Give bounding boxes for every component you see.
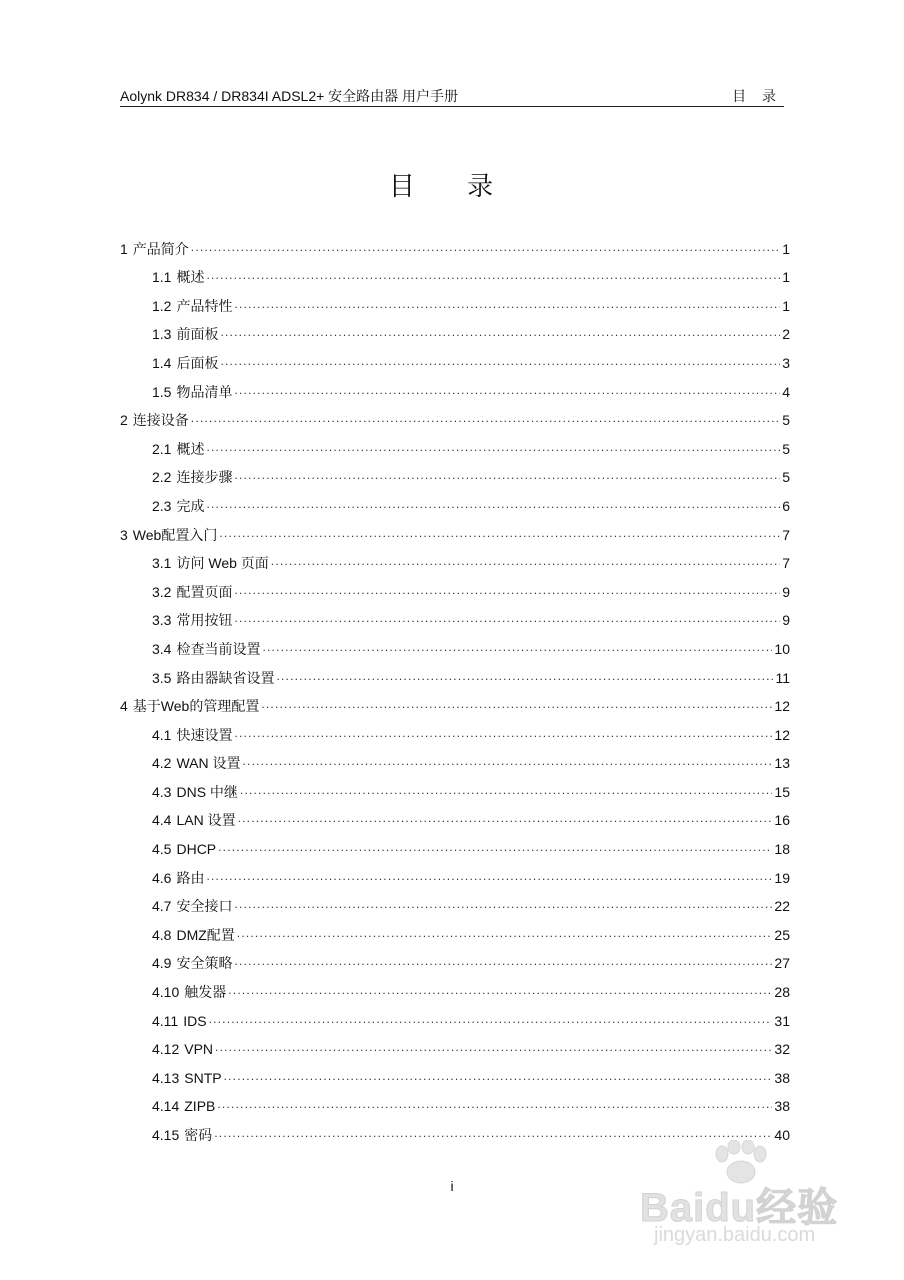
toc-entry-number: 1.5 — [152, 383, 172, 400]
toc-entry-number: 4.1 — [152, 726, 172, 743]
toc-entry-number: 1.4 — [152, 354, 172, 371]
toc-entry-title: ZIPB — [184, 1098, 216, 1115]
toc-page-number: 5 — [782, 469, 790, 486]
toc-section-entry[interactable] — [120, 601, 790, 630]
toc-entry-title: LAN 设置 — [176, 812, 236, 829]
toc-section-entry[interactable] — [120, 544, 790, 573]
toc-dot-leader — [220, 352, 780, 370]
toc-page-number: 19 — [774, 869, 790, 886]
toc-dot-leader — [228, 981, 772, 999]
toc-dot-leader — [219, 524, 780, 542]
toc-page-number: 7 — [782, 526, 790, 543]
toc-page-number: 6 — [782, 497, 790, 514]
toc-entry-title: 安全接口 — [176, 898, 233, 915]
toc-entry-title: 触发器 — [184, 984, 227, 1001]
toc-entry-number: 3.3 — [152, 612, 172, 629]
toc-entry-number: 1.2 — [152, 297, 172, 314]
toc-entry-title: 检查当前设置 — [176, 640, 261, 657]
toc-dot-leader — [234, 895, 772, 913]
toc-entry-number: 3.2 — [152, 583, 172, 600]
toc-entry-title: 完成 — [176, 497, 205, 514]
toc-page-number: 15 — [774, 783, 790, 800]
toc-page-number: 4 — [782, 383, 790, 400]
toc-page-number: 1 — [782, 297, 790, 314]
toc-entry-title: 后面板 — [176, 354, 219, 371]
toc-section-entry[interactable] — [120, 1058, 790, 1087]
toc-entry-number: 4.3 — [152, 783, 172, 800]
toc-page-number: 38 — [774, 1098, 790, 1115]
toc-dot-leader — [217, 1095, 772, 1113]
toc-entry-title: 概述 — [176, 269, 205, 286]
toc-section-entry[interactable] — [120, 315, 790, 344]
header-section-title: 目 录 — [732, 88, 782, 104]
toc-section-entry[interactable] — [120, 772, 790, 801]
toc-dot-leader — [234, 724, 772, 742]
table-of-contents — [120, 229, 790, 1144]
toc-page-number: 1 — [782, 269, 790, 286]
toc-entry-number: 3.1 — [152, 555, 172, 572]
toc-chapter-entry[interactable] — [120, 515, 790, 544]
toc-entry-title: 配置页面 — [176, 583, 233, 600]
toc-dot-leader — [237, 924, 773, 942]
toc-section-entry[interactable] — [120, 858, 790, 887]
toc-section-entry[interactable] — [120, 258, 790, 287]
toc-entry-number: 4.10 — [152, 984, 180, 1001]
toc-dot-leader — [191, 409, 780, 427]
toc-page-number: 27 — [774, 955, 790, 972]
toc-entry-title: 物品清单 — [176, 383, 233, 400]
toc-page-number: 16 — [774, 812, 790, 829]
toc-entry-title: SNTP — [184, 1069, 222, 1086]
toc-entry-title: 连接设备 — [132, 412, 189, 429]
toc-page-number: 11 — [775, 669, 790, 686]
toc-page-number: 12 — [774, 726, 790, 743]
toc-page-number: 38 — [774, 1069, 790, 1086]
toc-entry-title: 常用按钮 — [176, 612, 233, 629]
toc-entry-title: 产品特性 — [176, 297, 233, 314]
toc-dot-leader — [234, 381, 780, 399]
toc-page-number: 9 — [782, 612, 790, 629]
toc-dot-leader — [234, 466, 780, 484]
toc-entry-number: 1.1 — [152, 269, 172, 286]
toc-section-entry[interactable] — [120, 801, 790, 830]
toc-entry-number: 4 — [120, 698, 128, 715]
toc-dot-leader — [261, 695, 772, 713]
toc-section-entry[interactable] — [120, 486, 790, 515]
toc-section-entry[interactable] — [120, 372, 790, 401]
toc-section-entry[interactable] — [120, 458, 790, 487]
toc-entry-number: 4.7 — [152, 898, 172, 915]
toc-entry-title: 产品简介 — [132, 240, 189, 257]
toc-entry-title: Web配置入门 — [132, 526, 218, 543]
header-document-title: Aolynk DR834 / DR834I ADSL2+ 安全路由器 用户手册 — [120, 88, 459, 104]
toc-entry-title: 访问 Web 页面 — [176, 555, 269, 572]
toc-entry-number: 4.2 — [152, 755, 172, 772]
toc-section-entry[interactable] — [120, 944, 790, 973]
toc-entry-title: VPN — [184, 1041, 214, 1058]
toc-entry-number: 4.11 — [152, 1012, 179, 1029]
toc-chapter-entry[interactable] — [120, 229, 790, 258]
toc-section-entry[interactable] — [120, 429, 790, 458]
toc-page-number: 1 — [782, 240, 790, 257]
toc-entry-number: 4.13 — [152, 1069, 180, 1086]
page-title: 目 录 — [388, 172, 516, 202]
toc-entry-number: 2.2 — [152, 469, 172, 486]
toc-dot-leader — [234, 952, 772, 970]
toc-section-entry[interactable] — [120, 1087, 790, 1116]
toc-page-number: 2 — [782, 326, 790, 343]
toc-entry-number: 2.1 — [152, 440, 172, 457]
toc-dot-leader — [234, 609, 780, 627]
toc-entry-number: 1.3 — [152, 326, 172, 343]
toc-section-entry[interactable] — [120, 658, 790, 687]
toc-entry-number: 4.6 — [152, 869, 172, 886]
toc-entry-title: 前面板 — [176, 326, 219, 343]
toc-entry-number: 2.3 — [152, 497, 172, 514]
toc-page-number: 22 — [774, 898, 790, 915]
toc-section-entry[interactable] — [120, 1115, 790, 1144]
toc-entry-number: 3.4 — [152, 640, 172, 657]
toc-entry-title: IDS — [183, 1012, 207, 1029]
toc-entry-number: 3.5 — [152, 669, 172, 686]
toc-page-number: 3 — [782, 354, 790, 371]
toc-section-entry[interactable] — [120, 1030, 790, 1059]
toc-entry-title: 概述 — [176, 440, 205, 457]
toc-dot-leader — [206, 867, 772, 885]
toc-page-number: 9 — [782, 583, 790, 600]
toc-page-number: 31 — [774, 1012, 790, 1029]
toc-entry-title: DHCP — [176, 841, 217, 858]
toc-dot-leader — [224, 1067, 773, 1085]
toc-dot-leader — [262, 638, 772, 656]
watermark-url: jingyan.baidu.com — [654, 1224, 816, 1246]
toc-entry-title: 连接步骤 — [176, 469, 233, 486]
toc-chapter-entry[interactable] — [120, 687, 790, 716]
toc-dot-leader — [214, 1124, 772, 1142]
toc-page-number: 5 — [782, 440, 790, 457]
toc-section-entry[interactable] — [120, 972, 790, 1001]
toc-page-number: 7 — [782, 555, 790, 572]
toc-section-entry[interactable] — [120, 572, 790, 601]
toc-dot-leader — [206, 438, 780, 456]
toc-entry-number: 4.4 — [152, 812, 172, 829]
toc-entry-number: 4.5 — [152, 841, 172, 858]
toc-dot-leader — [240, 781, 773, 799]
toc-section-entry[interactable] — [120, 829, 790, 858]
toc-dot-leader — [218, 838, 772, 856]
toc-page-number: 12 — [774, 698, 790, 715]
toc-page-number: 13 — [774, 755, 790, 772]
toc-page-number: 18 — [774, 841, 790, 858]
toc-entry-title: WAN 设置 — [176, 755, 241, 772]
toc-page-number: 32 — [774, 1041, 790, 1058]
toc-entry-title: 路由器缺省设置 — [176, 669, 275, 686]
toc-entry-number: 4.12 — [152, 1041, 180, 1058]
toc-dot-leader — [271, 552, 780, 570]
toc-dot-leader — [220, 323, 780, 341]
toc-page-number: 28 — [774, 984, 790, 1001]
toc-page-number: 10 — [774, 640, 790, 657]
toc-entry-number: 4.14 — [152, 1098, 180, 1115]
toc-entry-title: 基于Web的管理配置 — [132, 698, 260, 715]
toc-section-entry[interactable] — [120, 629, 790, 658]
toc-entry-title: DMZ配置 — [176, 926, 235, 943]
toc-entry-title: 安全策略 — [176, 955, 233, 972]
toc-section-entry[interactable] — [120, 343, 790, 372]
toc-page-number: 25 — [774, 926, 790, 943]
toc-section-entry[interactable] — [120, 715, 790, 744]
toc-entry-number: 4.15 — [152, 1127, 180, 1143]
toc-entry-number: 1 — [120, 240, 128, 257]
toc-page-number: 5 — [782, 412, 790, 429]
toc-dot-leader — [191, 238, 780, 256]
toc-dot-leader — [234, 581, 780, 599]
baidu-jingyan-watermark — [640, 1140, 890, 1260]
watermark-brand: Baidu经验 — [640, 1186, 839, 1230]
toc-dot-leader — [215, 1038, 772, 1056]
toc-page-number: 40 — [774, 1127, 790, 1143]
toc-chapter-entry[interactable] — [120, 401, 790, 430]
toc-entry-number: 2 — [120, 412, 128, 429]
toc-section-entry[interactable] — [120, 1001, 790, 1030]
toc-dot-leader — [206, 495, 780, 513]
toc-entry-number: 4.9 — [152, 955, 172, 972]
footer-page-number: i — [450, 1178, 454, 1194]
toc-entry-number: 3 — [120, 526, 128, 543]
toc-entry-number: 4.8 — [152, 926, 172, 943]
toc-dot-leader — [276, 667, 773, 685]
toc-section-entry[interactable] — [120, 744, 790, 773]
page-header — [120, 86, 784, 107]
toc-entry-title: 路由 — [176, 869, 205, 886]
toc-section-entry[interactable] — [120, 915, 790, 944]
toc-section-entry[interactable] — [120, 286, 790, 315]
toc-dot-leader — [243, 752, 773, 770]
toc-dot-leader — [238, 809, 773, 827]
toc-section-entry[interactable] — [120, 887, 790, 916]
toc-entry-title: 快速设置 — [176, 726, 233, 743]
toc-dot-leader — [209, 1010, 773, 1028]
toc-dot-leader — [206, 266, 780, 284]
toc-entry-title: DNS 中继 — [176, 783, 238, 800]
toc-dot-leader — [234, 295, 780, 313]
toc-entry-title: 密码 — [184, 1127, 213, 1143]
